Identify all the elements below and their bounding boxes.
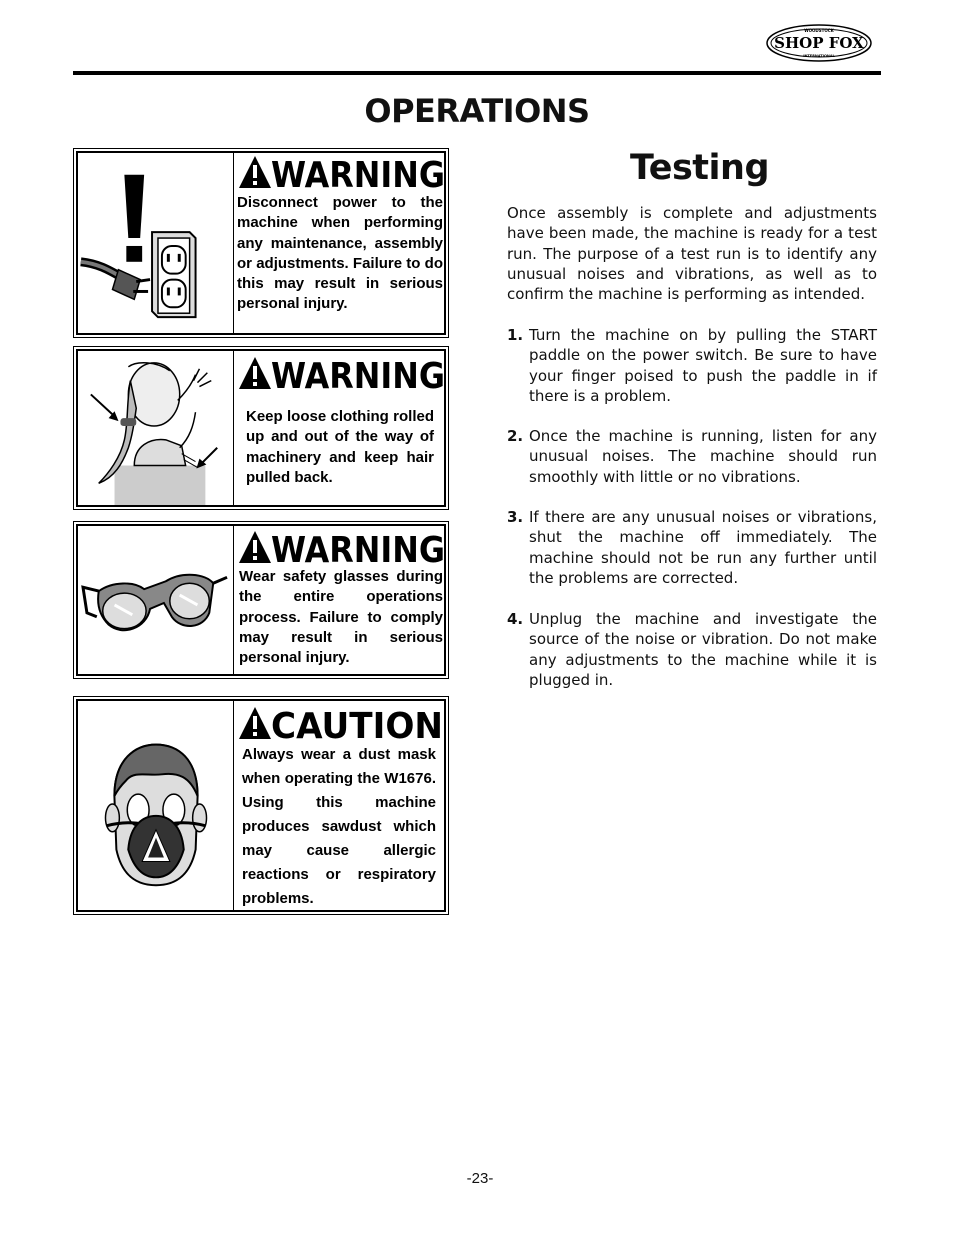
panel-text: Disconnect power to the machine when performing any maintenance, assembly or adjustments. Failure to do this may result in serious personal injury. bbox=[237, 194, 443, 313]
step-number: 3. bbox=[507, 508, 524, 526]
panel-text: Always wear a dust mask when operating the W1676. Using this machine produces sawdust which may cause allergic reactions or respiratory problems. bbox=[242, 746, 436, 907]
testing-step-1 bbox=[507, 325, 877, 406]
panel-heading: WARNING bbox=[271, 530, 445, 566]
dust-mask-icon bbox=[78, 701, 234, 910]
step-text: If there are any unusual noises or vibrations, shut the machine off immediately. The machine should not be run any further until the problems are corrected. bbox=[529, 508, 877, 587]
warning-panel-glasses bbox=[73, 521, 449, 679]
testing-title: Testing bbox=[630, 148, 769, 188]
warning-header bbox=[237, 528, 451, 566]
logo-arc-bottom: INTERNATIONAL bbox=[803, 54, 835, 58]
electrical-outlet-plug-icon bbox=[78, 153, 234, 333]
caution-header bbox=[237, 704, 451, 742]
page-number: -23- bbox=[466, 1170, 494, 1187]
step-number: 1. bbox=[507, 326, 524, 344]
safety-glasses-icon bbox=[78, 526, 234, 674]
testing-intro: Once assembly is complete and adjustments have been made, the machine is ready for a test run. The purpose of a test run is to identify any unusual noises and vibrations, as well as to confirm the machine is performing as intended. bbox=[507, 204, 877, 304]
header-rule bbox=[73, 71, 881, 75]
step-number: 2. bbox=[507, 427, 524, 445]
step-text: Once the machine is running, listen for any unusual noises. The machine should run smoothly with little or no vibrations. bbox=[529, 427, 877, 486]
caution-panel-dust-mask bbox=[73, 696, 449, 915]
shop-fox-logo bbox=[766, 24, 872, 62]
panel-heading: WARNING bbox=[271, 155, 445, 191]
warning-panel-clothing bbox=[73, 346, 449, 510]
logo-text: SHOP FOX bbox=[774, 34, 864, 52]
step-number: 4. bbox=[507, 610, 524, 628]
warning-header bbox=[237, 354, 451, 392]
testing-step-4 bbox=[507, 609, 877, 690]
step-text: Turn the machine on by pulling the START paddle on the power switch. Be sure to have your finger poised to push the paddle in if there is a problem. bbox=[529, 326, 877, 405]
section-title: OPERATIONS bbox=[364, 92, 590, 130]
step-text: Unplug the machine and investigate the source of the noise or vibration. Do not make any adjustments to the machine while it is plugged in. bbox=[529, 610, 877, 689]
panel-text: Keep loose clothing rolled up and out of the way of machinery and keep hair pulled back. bbox=[246, 408, 434, 486]
loose-hair-clothing-icon bbox=[78, 351, 234, 505]
panel-heading: CAUTION bbox=[271, 706, 443, 742]
warning-panel-power bbox=[73, 148, 449, 338]
warning-header bbox=[237, 153, 451, 191]
testing-step-2 bbox=[507, 426, 877, 487]
panel-text: Wear safety glasses during the entire operations process. Failure to comply may result in serious personal injury. bbox=[239, 568, 443, 667]
testing-step-3 bbox=[507, 507, 877, 588]
logo-arc-top: WOODSTOCK bbox=[804, 28, 834, 33]
panel-heading: WARNING bbox=[271, 356, 445, 392]
